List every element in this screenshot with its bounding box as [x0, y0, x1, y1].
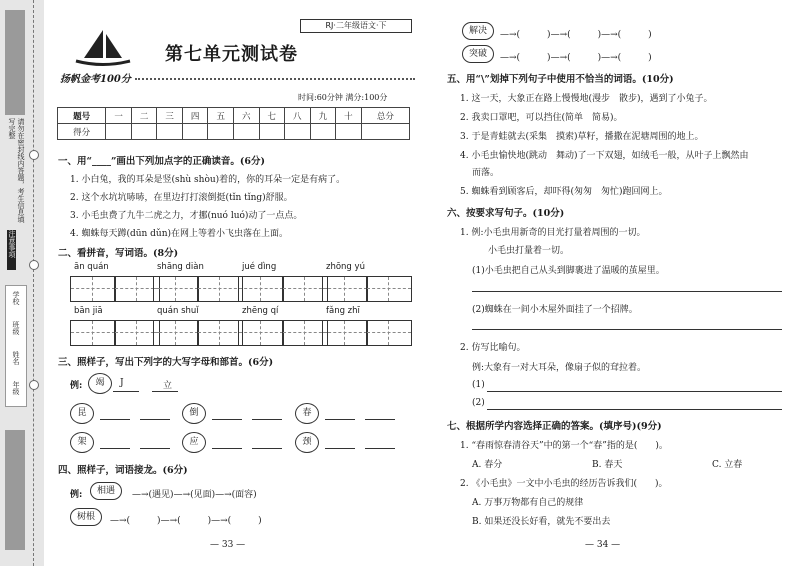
exam-title: 第七单元测试卷	[165, 44, 298, 65]
s4-example-chain: —→(遇见)—→(见面)—→(面容)	[132, 490, 257, 500]
s1-item-2: 2. 这个水坑坑哧哧，在里边打打滚倒挺(tǐn tǐng)舒服。	[70, 193, 293, 203]
circled-char: 颈	[295, 432, 319, 453]
pinyin-label: ān quán	[74, 262, 109, 272]
pinyin-label: fǎng zhī	[326, 306, 360, 316]
answer-blank[interactable]	[140, 418, 170, 420]
field-class: 班级	[12, 321, 20, 335]
table-header-cell: 五	[208, 108, 234, 124]
writing-box[interactable]	[70, 320, 116, 346]
s5-item-2: 2. 我卖口罩吧，可以挡住(简单 简易)。	[460, 113, 623, 123]
s6-q2-b: (2)	[472, 398, 485, 408]
answer-blank[interactable]	[100, 447, 130, 449]
s5-item-4-cont: 而落。	[472, 168, 500, 178]
circled-char: 倒	[182, 403, 206, 424]
binding-hole	[29, 150, 39, 160]
section-2-heading: 二、看拼音，写词语。(8分)	[58, 248, 179, 259]
time-info: 时间:60分钟 满分:100分	[298, 93, 388, 102]
page-number-left: — 33 —	[210, 540, 246, 550]
s1-item-3: 3. 小毛虫费了九牛二虎之力，才挪(nuó luó)动了一点点。	[70, 211, 303, 221]
answer-blank[interactable]	[325, 447, 355, 449]
sailboat-logo-icon	[70, 28, 136, 68]
gray-block-bottom	[5, 430, 25, 550]
seal-line	[33, 0, 34, 566]
circled-char: 架	[70, 432, 94, 453]
pinyin-label: quán shuǐ	[157, 306, 199, 316]
table-row-label: 得分	[58, 124, 106, 140]
table-header-cell: 一	[106, 108, 132, 124]
table-header-cell: 二	[131, 108, 157, 124]
s3-example-char: 竭	[88, 373, 112, 394]
section-4-heading: 四、照样子，词语接龙。(6分)	[58, 465, 188, 476]
student-info-box	[5, 285, 27, 407]
s5-item-3: 3. 于是青蛙就去(采集 摸索)草籽，播撒在泥塘周围的地上。	[460, 132, 704, 142]
s5-item-5: 5. 蜘蛛看到顾客后，却吓得(匆匆 匆忙)跑回网上。	[460, 187, 668, 197]
score-cell[interactable]	[310, 124, 336, 140]
section-5-heading: 五、用“\”划掉下列句子中使用不恰当的词语。(10分)	[447, 74, 674, 85]
field-school: 学校	[12, 291, 20, 305]
title-divider	[135, 78, 415, 80]
s4-q3-chain: —→( )—→( )—→( )	[500, 53, 652, 63]
table-header-label: 题号	[58, 108, 106, 124]
score-cell[interactable]	[208, 124, 234, 140]
s6-q1-a: (1)小毛虫把自己从头到脚裹进了温暖的茧屋里。	[472, 266, 665, 276]
strip-notice: 请勿在密封线内答题，考生信息填写完整	[8, 118, 25, 223]
s3-example-radical: 立	[163, 381, 173, 391]
s7-q2: 2. 《小毛虫》一文中小毛虫的经历告诉我们( )。	[460, 479, 668, 489]
s6-q1: 1. 例:小毛虫用新奇的目光打量着周围的一切。	[460, 228, 646, 238]
answer-blank[interactable]	[252, 447, 282, 449]
writing-box[interactable]	[366, 276, 412, 302]
table-header-cell: 六	[233, 108, 259, 124]
answer-blank[interactable]	[212, 447, 242, 449]
s4-example-word: 相遇	[90, 482, 122, 500]
s6-q2-a: (1)	[472, 380, 485, 390]
s4-example-label: 例:	[70, 490, 83, 500]
s6-q2-example: 例:大象有一对大耳朵，像扇子似的耷拉着。	[472, 363, 647, 373]
pinyin-label: zhēng qí	[242, 306, 279, 316]
score-cell[interactable]	[285, 124, 311, 140]
answer-line[interactable]	[472, 290, 782, 292]
answer-blank[interactable]	[100, 418, 130, 420]
circled-char: 应	[182, 432, 206, 453]
s4-q2-chain: —→( )—→( )—→( )	[500, 30, 652, 40]
writing-box[interactable]	[197, 276, 243, 302]
table-header-cell: 三	[157, 108, 183, 124]
answer-blank[interactable]	[140, 447, 170, 449]
answer-blank[interactable]	[365, 447, 395, 449]
field-name: 姓名	[12, 351, 20, 365]
pinyin-label: shāng diàn	[157, 262, 204, 272]
writing-box[interactable]	[366, 320, 412, 346]
table-header-cell: 四	[182, 108, 208, 124]
series-tag: RJ·二年级语文·下	[300, 19, 412, 33]
binding-hole	[29, 380, 39, 390]
s7-q1-option-c: C. 立春	[712, 460, 743, 470]
score-cell[interactable]	[106, 124, 132, 140]
section-7-heading: 七、根据所学内容选择正确的答案。(填序号)(9分)	[447, 421, 662, 432]
s6-q2: 2. 仿写比喻句。	[460, 343, 526, 353]
field-grade: 年级	[12, 381, 20, 395]
logo-text: 扬帆金考100分	[60, 74, 131, 85]
s7-q1-option-b: B. 春天	[592, 460, 623, 470]
s4-q1-word: 树根	[70, 508, 102, 526]
score-cell[interactable]	[336, 124, 362, 140]
writing-box[interactable]	[322, 320, 368, 346]
s3-example-label: 例:	[70, 381, 83, 391]
answer-line[interactable]	[487, 408, 782, 410]
score-table	[57, 107, 410, 140]
s4-q3-word: 突破	[462, 45, 494, 63]
section-1-heading: 一、用“____”画出下列加点字的正确读音。(6分)	[58, 156, 266, 167]
binding-hole	[29, 260, 39, 270]
s5-item-1: 1. 这一天，大象正在路上慢慢地(漫步 散步)，遇到了小兔子。	[460, 94, 713, 104]
s1-item-1: 1. 小白兔，我的耳朵是竖(shù shòu)着的，你的耳朵一定是有病了。	[70, 175, 346, 185]
page-number-right: — 34 —	[585, 540, 621, 550]
pinyin-label: jué dìng	[242, 262, 277, 272]
table-header-cell: 八	[285, 108, 311, 124]
writing-box[interactable]	[153, 276, 199, 302]
score-cell[interactable]	[131, 124, 157, 140]
table-header-cell: 总分	[361, 108, 409, 124]
score-cell[interactable]	[361, 124, 409, 140]
pinyin-label: bān jiā	[74, 306, 103, 316]
answer-line[interactable]	[487, 390, 782, 392]
writing-box[interactable]	[238, 276, 284, 302]
score-cell[interactable]	[182, 124, 208, 140]
writing-box[interactable]	[322, 276, 368, 302]
writing-box[interactable]	[70, 276, 116, 302]
s7-q2-option-b: B. 如果还没长好看，就先不要出去	[472, 517, 611, 527]
s1-item-4: 4. 蜘蛛每天蹲(dūn dǔn)在网上等着小飞虫落在上面。	[70, 229, 289, 239]
writing-box[interactable]	[238, 320, 284, 346]
table-header-cell: 七	[259, 108, 285, 124]
section-6-heading: 六、按要求写句子。(10分)	[447, 208, 565, 219]
answer-blank[interactable]	[212, 418, 242, 420]
s4-q1-chain: —→( )—→( )—→( )	[110, 516, 262, 526]
pinyin-label: zhōng yú	[326, 262, 365, 272]
writing-box[interactable]	[197, 320, 243, 346]
s7-q1: 1. “春雨惊春清谷天”中的第一个“春”指的是( )。	[460, 441, 668, 451]
s7-q1-option-a: A. 春分	[472, 460, 503, 470]
table-header-cell: 十	[336, 108, 362, 124]
circled-char: 昆	[70, 403, 94, 424]
s6-q1-b: (2)蜘蛛在一间小木屋外面挂了一个招牌。	[472, 305, 638, 315]
circled-char: 春	[295, 403, 319, 424]
answer-blank[interactable]	[365, 418, 395, 420]
s4-q2-word: 解决	[462, 22, 494, 40]
score-cell[interactable]	[233, 124, 259, 140]
answer-blank[interactable]	[325, 418, 355, 420]
table-header-cell: 九	[310, 108, 336, 124]
writing-box[interactable]	[153, 320, 199, 346]
s5-item-4: 4. 小毛虫愉快地(跳动 舞动)了一下双翅，如绒毛一般，从叶子上飘然由	[460, 151, 749, 161]
s6-q1-example: 小毛虫打量着一切。	[488, 246, 570, 256]
strip-label-tag: 注意事项	[7, 230, 16, 270]
answer-line[interactable]	[472, 328, 782, 330]
s3-example-letter: J	[120, 378, 124, 388]
gray-block-top	[5, 10, 25, 115]
binding-strip	[0, 0, 44, 566]
s7-q2-option-a: A. 万事万物都有自己的规律	[472, 498, 584, 508]
score-cell[interactable]	[157, 124, 183, 140]
answer-blank[interactable]	[252, 418, 282, 420]
score-cell[interactable]	[259, 124, 285, 140]
section-3-heading: 三、照样子，写出下列字的大写字母和部首。(6分)	[58, 357, 274, 368]
